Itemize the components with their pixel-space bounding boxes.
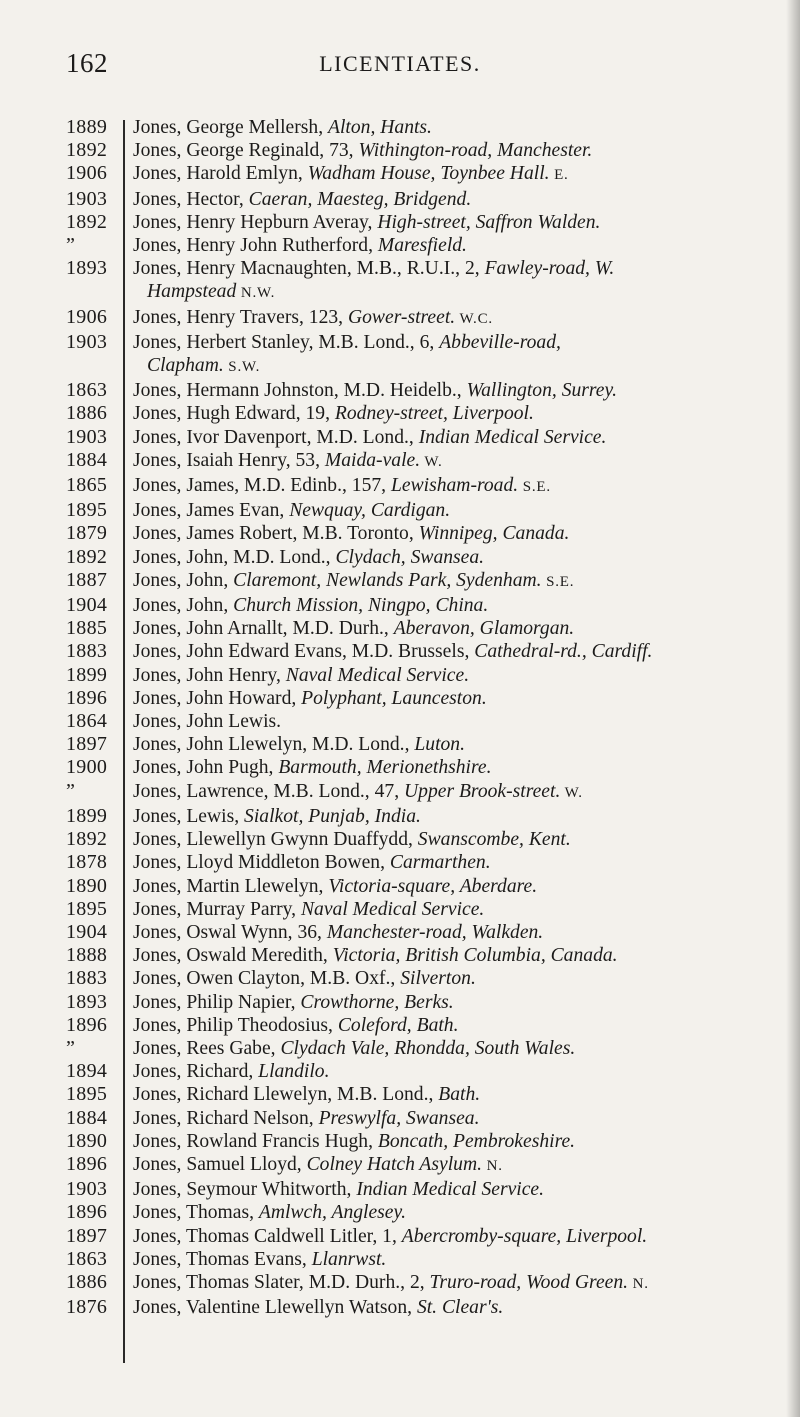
entry-text: [133, 426, 786, 449]
entry-row: [66, 546, 786, 569]
entry-address: Naval Medical Service.: [300, 898, 485, 920]
entry-row: [66, 898, 786, 921]
entry-address: Barmouth, Merionethshire.: [278, 757, 492, 779]
entry-postal-district: W.: [560, 784, 583, 801]
entry-text: [133, 211, 786, 234]
entry-address: Abercromby-square, Liverpool.: [401, 1225, 648, 1247]
entry-row: [66, 640, 786, 663]
entry-address: Polyphant, Launceston.: [301, 687, 487, 709]
entry-name: Jones, Henry John Rutherford,: [133, 235, 378, 257]
entry-text: [133, 851, 786, 874]
entry-postal-district: N.W.: [236, 285, 276, 302]
entry-postal-district: W.C.: [455, 310, 493, 327]
entry-text: [133, 188, 786, 211]
page-number: 162: [66, 48, 108, 78]
entry-year: 1893: [66, 990, 108, 1013]
entry-address: High-street, Saffron Walden.: [377, 211, 601, 233]
entry-row: [66, 664, 786, 687]
entry-text: [133, 1060, 786, 1083]
entry-address: Indian Medical Service.: [356, 1179, 545, 1201]
entry-row: [66, 1178, 786, 1201]
entry-year: [66, 280, 133, 305]
entry-year: 1899: [66, 804, 108, 827]
entry-name: Jones, Lloyd Middleton Bowen,: [133, 852, 390, 874]
entry-name: Jones, Ivor Davenport, M.D. Lond.,: [133, 426, 419, 448]
entry-row: [66, 944, 786, 967]
entry-name: Jones, Philip Napier,: [133, 991, 301, 1013]
entry-text: [133, 306, 786, 331]
entry-year: 1896: [66, 1152, 108, 1175]
entry-text: [133, 474, 786, 499]
entry-text: [133, 944, 786, 967]
entry-address: Carmarthen.: [389, 852, 491, 874]
entry-text: [133, 828, 786, 851]
entry-year: 1892: [66, 210, 108, 233]
entry-name: Jones, Lawrence, M.B. Lond., 47,: [133, 780, 404, 802]
entry-row: [66, 828, 786, 851]
entry-name: Jones, Llewellyn Gwynn Duaffydd,: [133, 829, 418, 851]
entry-text: [133, 257, 786, 280]
entry-text: [133, 1107, 786, 1130]
entry-address: Swanscombe, Kent.: [417, 829, 571, 851]
entry-row: [66, 780, 786, 805]
entry-postal-district: S.W.: [223, 359, 261, 376]
entry-name: Jones, Samuel Lloyd,: [133, 1153, 307, 1175]
entry-year: 1899: [66, 663, 108, 686]
entry-row: [66, 756, 786, 779]
entry-text: [133, 805, 786, 828]
entry-continuation-row: [66, 280, 786, 305]
entry-name: Jones, Richard,: [133, 1061, 259, 1083]
entry-year: 1887: [66, 568, 108, 591]
entry-year: ”: [66, 779, 76, 802]
entry-text: [133, 139, 786, 162]
entry-address: Alton, Hants.: [328, 117, 432, 138]
entry-year: 1903: [66, 1178, 108, 1201]
entry-row: [66, 1107, 786, 1130]
entry-address: St. Clear's.: [416, 1297, 504, 1319]
entry-text: [133, 1296, 786, 1319]
entry-row: [66, 805, 786, 828]
entry-address: Manchester-road, Walkden.: [326, 921, 544, 943]
entry-year: 1893: [66, 257, 108, 280]
entry-address: Clapham.: [147, 355, 224, 377]
entry-row: [66, 116, 786, 139]
entry-year: 1895: [66, 499, 108, 522]
entry-name: Jones, Philip Theodosius,: [133, 1014, 338, 1036]
entry-address: Boncath, Pembrokeshire.: [377, 1130, 576, 1152]
entry-postal-district: N.: [482, 1157, 503, 1174]
entry-year: 1886: [66, 402, 108, 425]
entry-text: [133, 116, 786, 139]
entry-year: 1889: [66, 116, 108, 138]
entry-row: [66, 1130, 786, 1153]
entry-name: Jones, Lewis,: [133, 805, 245, 827]
entry-text: [133, 234, 786, 257]
entry-year: 1892: [66, 139, 108, 162]
entry-address: Naval Medical Service.: [285, 664, 470, 686]
entry-text: [133, 449, 786, 474]
entry-name: Jones, Harold Emlyn,: [133, 163, 308, 185]
entry-row: [66, 1014, 786, 1037]
entry-name: Jones, James, M.D. Edinb., 157,: [133, 475, 391, 497]
entry-name: Jones, George Mellersh,: [133, 117, 328, 138]
entry-name: Jones, Murray Parry,: [133, 898, 301, 920]
entry-row: [66, 875, 786, 898]
entry-text: [133, 1037, 786, 1060]
entry-address: Aberavon, Glamorgan.: [393, 618, 575, 640]
entry-text: [133, 569, 786, 594]
entry-name: Jones, Martin Llewelyn,: [133, 875, 329, 897]
entry-name: Jones, Henry Hepburn Averay,: [133, 211, 378, 233]
entry-address: Llandilo.: [258, 1061, 330, 1083]
entry-year: 1896: [66, 1201, 108, 1224]
entry-row: [66, 402, 786, 425]
entry-name: Jones, Thomas Caldwell Litler, 1,: [133, 1225, 402, 1247]
entry-name: Jones, Hector,: [133, 188, 249, 210]
entry-row: [66, 1225, 786, 1248]
entry-name: Jones, James Robert, M.B. Toronto,: [133, 523, 419, 545]
entry-year: 1890: [66, 874, 108, 897]
entry-text: [133, 1248, 786, 1271]
entry-address: Newquay, Cardigan.: [289, 500, 451, 522]
entry-postal-district: S.E.: [518, 479, 551, 496]
entry-row: [66, 1201, 786, 1224]
entry-year: 1897: [66, 733, 108, 756]
entry-address: Colney Hatch Asylum.: [306, 1153, 483, 1175]
entry-year: 1900: [66, 756, 108, 779]
entry-postal-district: E.: [549, 167, 569, 184]
entry-year: 1896: [66, 686, 108, 709]
entry-text: [133, 687, 786, 710]
entry-text: [133, 280, 786, 305]
entry-name: Jones, Henry Macnaughten, M.B., R.U.I., 2,: [133, 258, 485, 280]
entry-address: Claremont, Newlands Park, Sydenham.: [233, 569, 542, 591]
entry-year: 1884: [66, 1106, 108, 1129]
entry-text: [133, 162, 786, 187]
entry-name: Jones, George Reginald, 73,: [133, 140, 359, 162]
entry-row: [66, 1271, 786, 1296]
entry-name: Jones, John Henry,: [133, 664, 286, 686]
entry-text: [133, 710, 786, 733]
entry-row: [66, 991, 786, 1014]
entry-name: Jones, John Howard,: [133, 687, 302, 709]
entry-year: 1895: [66, 1083, 108, 1106]
entry-row: [66, 851, 786, 874]
entry-name: Jones, Owen Clayton, M.B. Oxf.,: [133, 968, 401, 990]
entry-text: [133, 1201, 786, 1224]
entry-name: Jones, Rees Gabe,: [133, 1037, 281, 1059]
entry-year: 1906: [66, 305, 108, 328]
entry-text: [133, 780, 786, 805]
entry-name: Jones, John,: [133, 595, 234, 617]
entry-name: Jones, John Edward Evans, M.D. Brussels,: [133, 641, 475, 663]
entry-address: Preswylfa, Swansea.: [318, 1107, 480, 1129]
entry-postal-district: S.E.: [541, 573, 575, 590]
entry-address: Maida-vale.: [324, 449, 421, 471]
entry-row: [66, 617, 786, 640]
entry-row: [66, 1083, 786, 1106]
entry-year: 1864: [66, 710, 108, 733]
entry-name: Jones, Seymour Whitworth,: [133, 1179, 357, 1201]
entry-year: 1894: [66, 1060, 108, 1083]
entry-text: [133, 1083, 786, 1106]
entry-address: Fawley-road, W.: [484, 258, 615, 280]
entry-row: [66, 594, 786, 617]
entry-address: Victoria-square, Aberdare.: [328, 875, 538, 897]
entry-address: Coleford, Bath.: [337, 1014, 459, 1036]
entry-address: Silverton.: [400, 968, 476, 990]
entry-text: [133, 1153, 786, 1178]
entry-text: [133, 331, 786, 354]
entry-address: Truro-road, Wood Green.: [429, 1271, 629, 1293]
entry-row: [66, 499, 786, 522]
entry-text: [133, 733, 786, 756]
entry-address: Clydach Vale, Rhondda, South Wales.: [280, 1037, 576, 1059]
entry-year: ”: [66, 1036, 76, 1059]
entry-continuation-row: [66, 354, 786, 379]
entry-address: Clydach, Swansea.: [335, 546, 485, 568]
entry-name: Jones, Hermann Johnston, M.D. Heidelb.,: [133, 380, 467, 402]
entry-text: [133, 664, 786, 687]
entry-year: 1863: [66, 379, 108, 402]
entry-year: 1884: [66, 448, 108, 471]
page-header: [0, 48, 800, 88]
entry-text: [133, 1130, 786, 1153]
entry-year: 1878: [66, 851, 108, 874]
entry-text: [133, 594, 786, 617]
entry-row: [66, 967, 786, 990]
entry-row: [66, 426, 786, 449]
entry-postal-district: N.: [628, 1275, 649, 1292]
entry-year: 1883: [66, 967, 108, 990]
entry-row: [66, 569, 786, 594]
entry-text: [133, 546, 786, 569]
entry-address: Lewisham-road.: [390, 475, 519, 497]
entry-year: 1876: [66, 1296, 108, 1319]
entry-text: [133, 617, 786, 640]
entry-address: Amlwch, Anglesey.: [258, 1202, 407, 1224]
entry-name: Jones, James Evan,: [133, 500, 290, 522]
entry-name: Jones, Isaiah Henry, 53,: [133, 449, 325, 471]
entry-name: Jones, Valentine Llewellyn Watson,: [133, 1297, 417, 1319]
entry-name: Jones, John, M.D. Lond.,: [133, 546, 336, 568]
entry-row: [66, 522, 786, 545]
entry-row: [66, 1037, 786, 1060]
running-head: LICENTIATES.: [319, 51, 481, 76]
entry-year: 1903: [66, 330, 108, 353]
entry-name: Jones, John Pugh,: [133, 757, 279, 779]
entry-address: Church Mission, Ningpo, China.: [233, 595, 489, 617]
entry-year: 1890: [66, 1129, 108, 1152]
entry-address: Maresfield.: [377, 235, 467, 257]
page-edge-shadow: [786, 0, 800, 1417]
entry-name: Jones, John Lewis.: [133, 711, 282, 733]
entry-year: 1886: [66, 1270, 108, 1293]
entry-address: Victoria, British Columbia, Canada.: [332, 945, 618, 967]
entry-year: 1906: [66, 162, 108, 185]
entry-address: Wadham House, Toynbee Hall.: [307, 163, 550, 185]
entry-row: [66, 306, 786, 331]
entry-address: Bath.: [438, 1084, 481, 1106]
entry-row: [66, 162, 786, 187]
entry-name: Jones, John,: [133, 569, 234, 591]
entry-row: [66, 379, 786, 402]
entry-name: Jones, Oswal Wynn, 36,: [133, 921, 327, 943]
entry-year: 1892: [66, 828, 108, 851]
entry-year: 1904: [66, 594, 108, 617]
entry-address: Hampstead: [147, 281, 237, 303]
entry-text: [133, 354, 786, 379]
entry-address: Luton.: [414, 734, 466, 756]
entry-row: [66, 257, 786, 280]
entry-address: Caeran, Maesteg, Bridgend.: [248, 188, 472, 210]
entry-text: [133, 967, 786, 990]
entry-text: [133, 991, 786, 1014]
entry-address: Abbeville-road,: [439, 331, 561, 353]
entry-address: Rodney-street, Liverpool.: [334, 403, 534, 425]
entry-row: [66, 921, 786, 944]
entry-name: Jones, Hugh Edward, 19,: [133, 403, 335, 425]
entry-address: Withington-road, Manchester.: [358, 140, 593, 162]
entry-row: [66, 1153, 786, 1178]
entry-year: 1863: [66, 1247, 108, 1270]
entry-row: [66, 188, 786, 211]
entry-year: 1885: [66, 617, 108, 640]
entry-year: ”: [66, 234, 76, 257]
entry-year: 1865: [66, 474, 108, 497]
entry-row: [66, 733, 786, 756]
entry-name: Jones, John Arnallt, M.D. Durh.,: [133, 618, 394, 640]
entry-address: Wallington, Surrey.: [466, 380, 618, 402]
entry-name: Jones, Richard Nelson,: [133, 1107, 319, 1129]
entry-year: 1888: [66, 944, 108, 967]
entry-text: [133, 640, 786, 663]
entry-row: [66, 687, 786, 710]
entry-address: Crowthorne, Berks.: [300, 991, 454, 1013]
entry-text: [133, 1225, 786, 1248]
entry-text: [133, 402, 786, 425]
entry-text: [133, 898, 786, 921]
entry-year: [66, 354, 133, 379]
entry-row: [66, 234, 786, 257]
entry-address: Upper Brook-street.: [404, 780, 561, 802]
entry-year: 1892: [66, 545, 108, 568]
entry-name: Jones, Rowland Francis Hugh,: [133, 1130, 378, 1152]
entry-row: [66, 710, 786, 733]
entry-year: 1896: [66, 1013, 108, 1036]
entry-address: Sialkot, Punjab, India.: [244, 805, 421, 827]
entry-name: Jones, Thomas,: [133, 1202, 259, 1224]
entry-name: Jones, Oswald Meredith,: [133, 945, 333, 967]
entry-row: [66, 211, 786, 234]
entry-year: 1897: [66, 1224, 108, 1247]
entry-year: 1883: [66, 640, 108, 663]
entry-year: 1895: [66, 897, 108, 920]
entry-text: [133, 1014, 786, 1037]
entry-name: Jones, John Llewelyn, M.D. Lond.,: [133, 734, 415, 756]
entry-address: Gower-street.: [347, 306, 456, 328]
entry-row: [66, 1296, 786, 1319]
entry-year: 1903: [66, 425, 108, 448]
entry-name: Jones, Henry Travers, 123,: [133, 306, 348, 328]
entry-postal-district: W.: [420, 453, 443, 470]
entry-row: [66, 474, 786, 499]
entry-address: Winnipeg, Canada.: [418, 523, 570, 545]
entry-text: [133, 499, 786, 522]
entry-name: Jones, Thomas Slater, M.D. Durh., 2,: [133, 1271, 430, 1293]
entry-text: [133, 1271, 786, 1296]
entry-text: [133, 522, 786, 545]
entry-text: [133, 756, 786, 779]
licentiate-list: [66, 116, 786, 1319]
entry-name: Jones, Richard Llewelyn, M.B. Lond.,: [133, 1084, 439, 1106]
entry-row: [66, 1060, 786, 1083]
entry-address: Llanrwst.: [311, 1248, 387, 1270]
entry-row: [66, 449, 786, 474]
entry-text: [133, 379, 786, 402]
entry-text: [133, 875, 786, 898]
entry-year: 1879: [66, 522, 108, 545]
entry-text: [133, 921, 786, 944]
entry-year: 1904: [66, 920, 108, 943]
entry-row: [66, 331, 786, 354]
entry-text: [133, 1178, 786, 1201]
entry-row: [66, 139, 786, 162]
entry-name: Jones, Herbert Stanley, M.B. Lond., 6,: [133, 331, 440, 353]
entry-name: Jones, Thomas Evans,: [133, 1248, 312, 1270]
entry-address: Cathedral-rd., Cardiff.: [474, 641, 653, 663]
entry-year: 1903: [66, 187, 108, 210]
entry-row: [66, 1248, 786, 1271]
entry-address: Indian Medical Service.: [418, 426, 607, 448]
